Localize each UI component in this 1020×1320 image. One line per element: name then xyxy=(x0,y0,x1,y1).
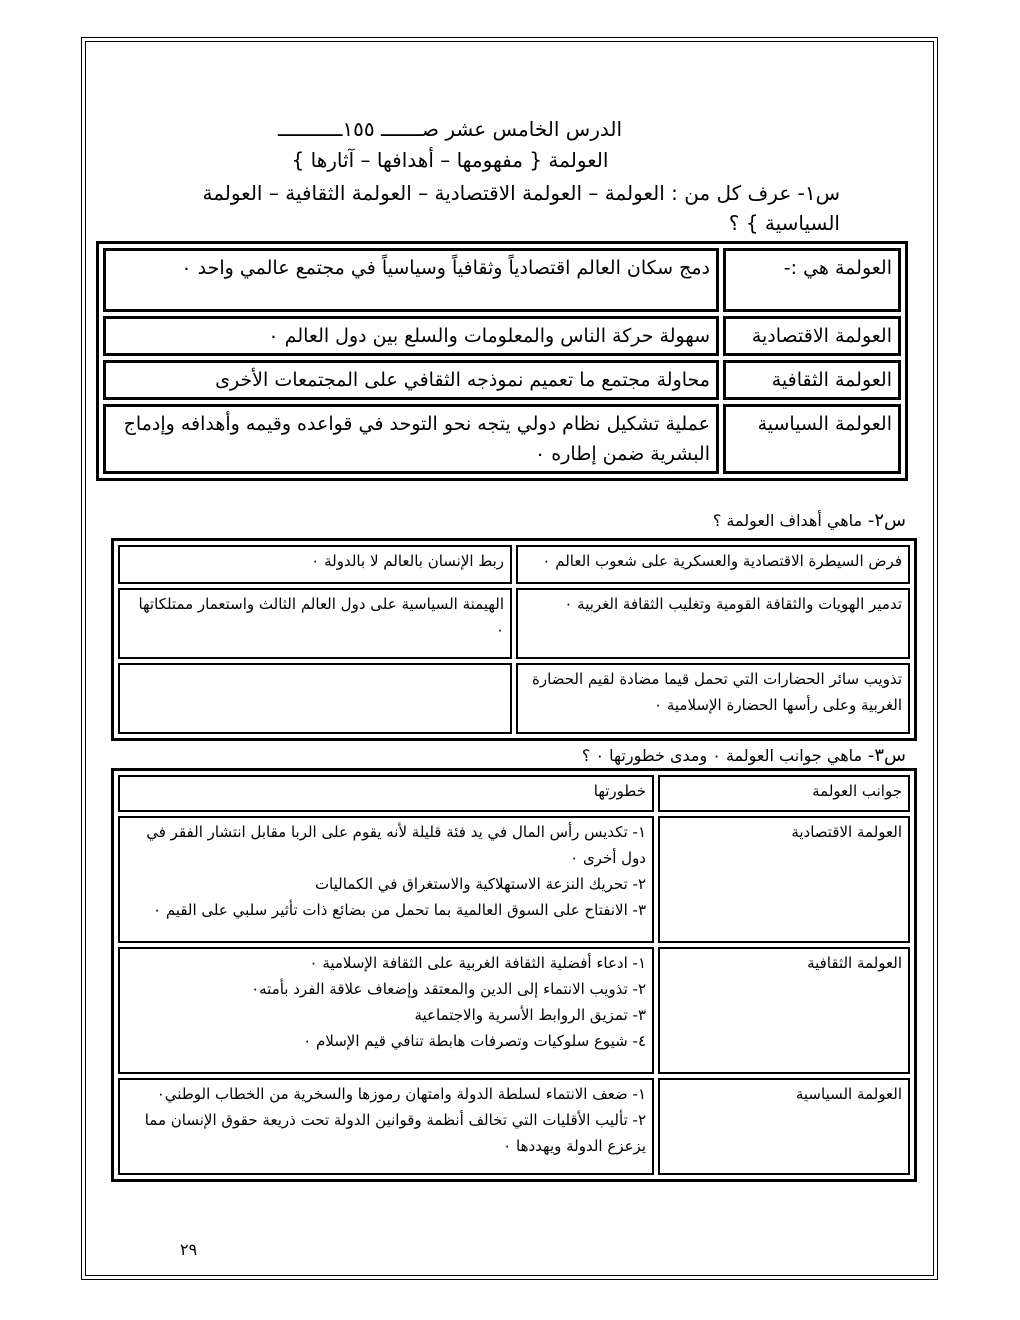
danger-item: ١- ادعاء أفضلية الثقافة الغربية على الثقافة الإسلامية ٠ xyxy=(309,953,646,972)
danger-cell xyxy=(118,816,654,943)
definition-cell: عملية تشكيل نظام دولي يتجه نحو التوحد في قواعده وقيمه وأهدافه وإدماج البشرية ضمن إطاره ٠ xyxy=(103,404,719,474)
lesson-title: الدرس الخامس عشر صـــــــ ١٥٥ـــــــــــ xyxy=(277,117,622,141)
table-row xyxy=(103,404,901,474)
goal-cell: فرض السيطرة الاقتصادية والعسكرية على شعوب العالم ٠ xyxy=(516,545,910,584)
goal-cell: تذويب سائر الحضارات التي تحمل قيما مضادة لقيم الحضارة الغربية وعلى رأسها الحضارة الإسلامية ٠ xyxy=(516,663,910,734)
table-row xyxy=(103,316,901,356)
page-number: ٢٩ xyxy=(180,1240,198,1259)
header-dangers: خطورتها xyxy=(118,775,654,812)
table-row xyxy=(118,588,910,659)
term-cell: العولمة الاقتصادية xyxy=(723,316,901,356)
question-2 xyxy=(713,510,906,532)
aspect-cell: العولمة الاقتصادية xyxy=(658,816,910,943)
table-row xyxy=(118,663,910,734)
danger-item: ١- تكديس رأس المال في يد فئة قليلة لأنه يقوم على الربا مقابل انتشار الفقر في دول أخرى ٠ xyxy=(146,822,646,867)
header-aspects: جوانب العولمة xyxy=(658,775,910,812)
table-row xyxy=(118,1078,910,1175)
aspect-cell: العولمة الثقافية xyxy=(658,947,910,1074)
danger-item: ٣- تمزيق الروابط الأسرية والاجتماعية xyxy=(414,1005,646,1024)
danger-item: ٣- الانفتاح على السوق العالمية بما تحمل من بضائع ذات تأثير سلبي على القيم ٠ xyxy=(152,900,646,919)
table-row xyxy=(118,816,910,943)
danger-cell xyxy=(118,947,654,1074)
table-header-row xyxy=(118,775,910,812)
goal-cell: تدمير الهويات والثقافة القومية وتغليب الثقافة الغربية ٠ xyxy=(516,588,910,659)
danger-item: ٢- تأليب الأقليات التي تخالف أنظمة وقوانين الدولة تحت ذريعة حقوق الإنسان مما يزعزع الدولة ويهددها ٠ xyxy=(144,1110,646,1155)
table-row xyxy=(118,545,910,584)
definition-cell: دمج سكان العالم اقتصادياً وثقافياً وسياسياً في مجتمع عالمي واحد ٠ xyxy=(103,248,719,312)
table-row xyxy=(103,248,901,312)
danger-item: ١- ضعف الانتماء لسلطة الدولة وامتهان رموزها والسخرية من الخطاب الوطني٠ xyxy=(156,1084,646,1103)
question-3-text: ماهي جوانب العولمة ٠ ومدى خطورتها ٠ ؟ xyxy=(581,746,863,765)
goals-table xyxy=(111,538,917,741)
question-2-prefix: س٢- xyxy=(862,510,906,531)
goal-cell: ربط الإنسان بالعالم لا بالدولة ٠ xyxy=(118,545,512,584)
question-3 xyxy=(582,745,906,767)
question-1: س١- عرف كل من : العولمة – العولمة الاقتصادية – العولمة الثقافية – العولمة السياسية } ؟ xyxy=(202,181,840,235)
definition-cell: محاولة مجتمع ما تعميم نموذجه الثقافي على المجتمعات الأخرى xyxy=(103,360,719,400)
table-row xyxy=(103,360,901,400)
goal-cell-empty xyxy=(118,663,512,734)
danger-cell xyxy=(118,1078,654,1175)
term-cell: العولمة الثقافية xyxy=(723,360,901,400)
term-cell: العولمة هي :- xyxy=(723,248,901,312)
question-3-prefix: س٣- xyxy=(862,745,906,766)
definitions-table xyxy=(96,241,908,481)
definition-cell: سهولة حركة الناس والمعلومات والسلع بين دول العالم ٠ xyxy=(103,316,719,356)
aspects-table xyxy=(111,768,917,1182)
term-cell: العولمة السياسية xyxy=(723,404,901,474)
table-row xyxy=(118,947,910,1074)
aspect-cell: العولمة السياسية xyxy=(658,1078,910,1175)
topic-title: العولمة { مفهومها – أهدافها – آثارها } xyxy=(291,148,609,172)
danger-item: ٢- تذويب الانتماء إلى الدين والمعتقد وإضعاف علاقة الفرد بأمته٠ xyxy=(251,979,646,998)
goal-cell: الهيمنة السياسية على دول العالم الثالث واستعمار ممتلكاتها ٠ xyxy=(118,588,512,659)
danger-item: ٢- تحريك النزعة الاستهلاكية والاستغراق في الكماليات xyxy=(314,874,646,893)
question-2-text: ماهي أهداف العولمة ؟ xyxy=(712,511,863,530)
danger-item: ٤- شيوع سلوكيات وتصرفات هابطة تنافي قيم الإسلام ٠ xyxy=(303,1031,646,1050)
